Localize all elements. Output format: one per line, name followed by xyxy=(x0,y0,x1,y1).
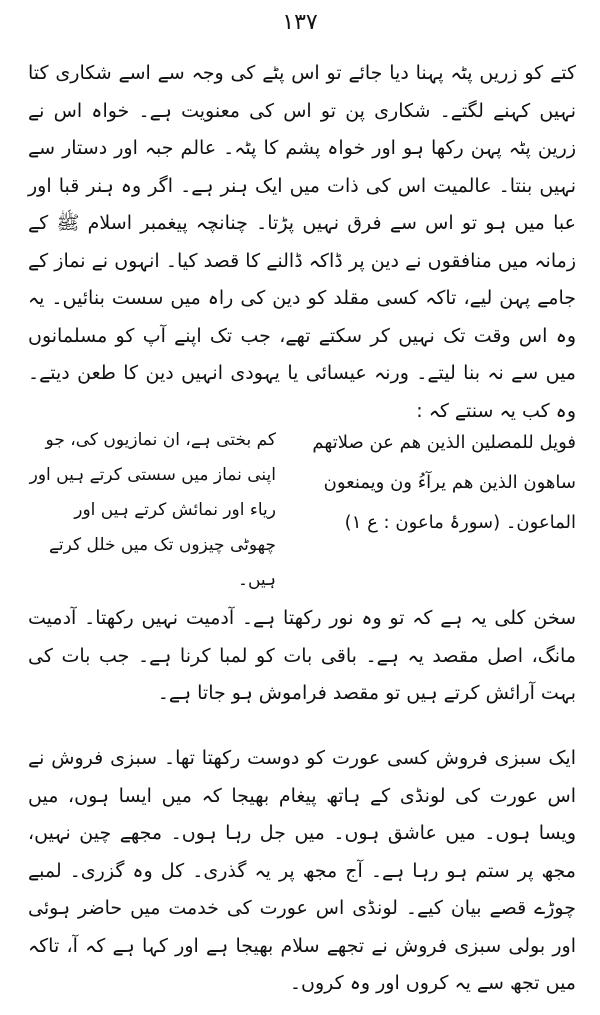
paragraph-3-text: ایک سبزی فروش کسی عورت کو دوست رکھتا تھا۔ سبزی فروش نے اس عورت کی لونڈی کے ہاتھ پیغام بھیجا کہ میں ایسا ہوں، میں ویسا ہوں۔ میں عاشق ہوں۔ میں جل رہا ہوں۔ مجھے چین نہیں، مجھ پر ستم ہو رہا ہے۔ آج مجھ پر یہ گذری۔ کل وہ گزری۔ لمبے چوڑے قصے بیان کیے۔ لونڈی اس عورت کی خدمت میں حاضر ہوئی اور بولی سبزی فروش نے تجھے سلام بھیجا ہے اور کہا ہے کہ آ، تاکہ میں تجھ سے یہ کروں اور وہ کروں۔ xyxy=(28,747,576,994)
quranic-verse-block xyxy=(28,423,576,595)
page-number: ۱۳۷ xyxy=(282,10,318,35)
verse-arabic xyxy=(286,423,576,543)
paragraph-1 xyxy=(28,55,576,430)
verse-arabic-line-2: ساھون الذین ھم یرآءُ ون ویمنعون xyxy=(323,472,576,493)
paragraph-2-text: سخن کلی یہ ہے کہ تو وہ نور رکھتا ہے۔ آدمیت نہیں رکھتا۔ آدمیت مانگ، اصل مقصد یہ ہے۔ باقی بات کو لمبا کرنا ہے۔ جب بات کی بہت آرائش کرتے ہیں تو مقصد فراموش ہو جاتا ہے۔ xyxy=(28,607,576,704)
paragraph-1-text: کتے کو زریں پٹہ پہنا دیا جائے تو اس پٹے کی وجہ سے اسے شکاری کتا نہیں کہنے لگتے۔ شکاری پن تو اس کی معنویت ہے۔ خواہ اس نے زرین پٹہ پہن رکھا ہو اور خواہ پشم کا پٹہ۔ عالم جبہ اور دستار سے نہیں بنتا۔ عالمیت اس کی ذات میں ایک ہنر ہے۔ اگر وہ ہنر قبا اور عبا میں ہو تو اس سے فرق نہیں پڑتا۔ چنانچہ پیغمبر اسلام ﷺ کے زمانہ میں منافقوں نے دین پر ڈاکہ ڈالنے کا قصد کیا۔ انہوں نے نماز کے جامے پہن لیے، تاکہ کسی مقلد کو دین کی راہ میں سست بنائیں۔ یہ وہ اس وقت تک نہیں کر سکتے تھے، جب تک اپنے آپ کو مسلمانوں میں سے نہ بنا لیتے۔ ورنہ عیسائی یا یہودی انہیں دین کا طعن دیتے۔ وہ کب یہ سنتے کہ : xyxy=(28,62,576,422)
verse-arabic-line-3: الماعون۔ (سورۂ ماعون : ع ۱) xyxy=(344,512,576,533)
paragraph-2 xyxy=(28,600,576,713)
verse-arabic-line-1: فویل للمصلین الذین ھم عن صلاتھم xyxy=(312,432,576,453)
paragraph-3 xyxy=(28,740,576,1003)
verse-urdu-translation: کم بختی ہے، ان نمازیوں کی، جو اپنی نماز میں سستی کرتے ہیں اور ریاء اور نمائش کرتے ہیں اور چھوٹی چیزوں تک میں خلل کرتے ہیں۔ xyxy=(29,430,276,590)
